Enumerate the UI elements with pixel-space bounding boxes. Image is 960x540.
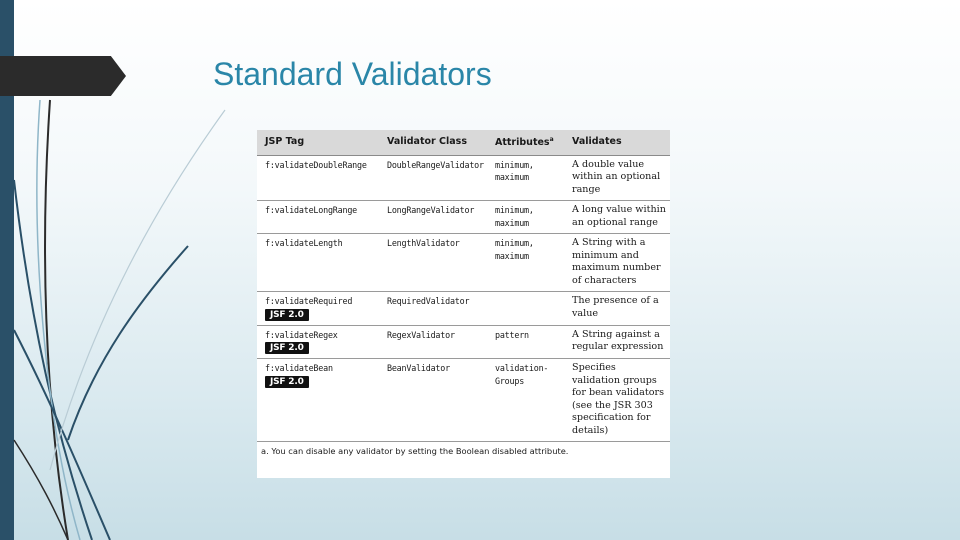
cell-jsp-tag <box>257 201 379 234</box>
jsp-tag-text: f:validateRequired <box>265 296 353 307</box>
title-arrow-tab <box>0 56 126 96</box>
table-footnote: a. You can disable any validator by setting the Boolean disabled attribute. <box>261 446 569 457</box>
jsf-version-badge: JSF 2.0 <box>265 309 309 321</box>
table-row <box>257 201 670 234</box>
header-jsp-tag: JSP Tag <box>257 130 379 155</box>
cell-jsp-tag <box>257 359 379 442</box>
cell-attributes: minimum, maximum <box>487 234 564 292</box>
cell-validates: A String with a minimum and maximum number of characters <box>564 234 670 292</box>
cell-jsp-tag <box>257 325 379 359</box>
table-header-row <box>257 130 670 155</box>
cell-validates: Specifies validation groups for bean validators (see the JSR 303 specification for details) <box>564 359 670 442</box>
validators-table <box>257 130 670 442</box>
header-validator-class: Validator Class <box>379 130 487 155</box>
slide-title: Standard Validators <box>213 56 492 92</box>
cell-attributes: minimum, maximum <box>487 201 564 234</box>
jsp-tag-text: f:validateLength <box>265 238 343 249</box>
deco-line <box>14 330 110 540</box>
table-row <box>257 292 670 326</box>
jsf-version-badge: JSF 2.0 <box>265 376 309 388</box>
cell-validator-class: RegexValidator <box>379 325 487 359</box>
table-row <box>257 155 670 201</box>
cell-validator-class: DoubleRangeValidator <box>379 155 487 201</box>
cell-jsp-tag <box>257 292 379 326</box>
jsp-tag-text: f:validateLongRange <box>265 205 358 216</box>
cell-validates: A long value within an optional range <box>564 201 670 234</box>
jsp-tag-text: f:validateDoubleRange <box>265 159 367 170</box>
cell-attributes: pattern <box>487 325 564 359</box>
cell-validator-class: RequiredValidator <box>379 292 487 326</box>
deco-line <box>68 246 188 440</box>
cell-jsp-tag <box>257 155 379 201</box>
cell-attributes: minimum, maximum <box>487 155 564 201</box>
header-attributes-note: a <box>549 136 554 143</box>
deco-line <box>45 100 68 540</box>
cell-validator-class: BeanValidator <box>379 359 487 442</box>
cell-validator-class: LongRangeValidator <box>379 201 487 234</box>
header-validates: Validates <box>564 130 670 155</box>
cell-attributes: validation-Groups <box>487 359 564 442</box>
jsf-version-badge: JSF 2.0 <box>265 342 309 354</box>
cell-validates: A double value within an optional range <box>564 155 670 201</box>
header-attributes-label: Attributes <box>495 137 550 149</box>
table-row <box>257 325 670 359</box>
table-row <box>257 234 670 292</box>
jsp-tag-text: f:validateRegex <box>265 329 338 340</box>
table-row <box>257 359 670 442</box>
deco-line <box>14 180 92 540</box>
cell-attributes <box>487 292 564 326</box>
cell-validates: The presence of a value <box>564 292 670 326</box>
validators-table-image <box>257 130 670 478</box>
cell-validates: A String against a regular expression <box>564 325 670 359</box>
cell-jsp-tag <box>257 234 379 292</box>
jsp-tag-text: f:validateBean <box>265 363 333 374</box>
cell-validator-class: LengthValidator <box>379 234 487 292</box>
header-attributes <box>487 130 564 155</box>
